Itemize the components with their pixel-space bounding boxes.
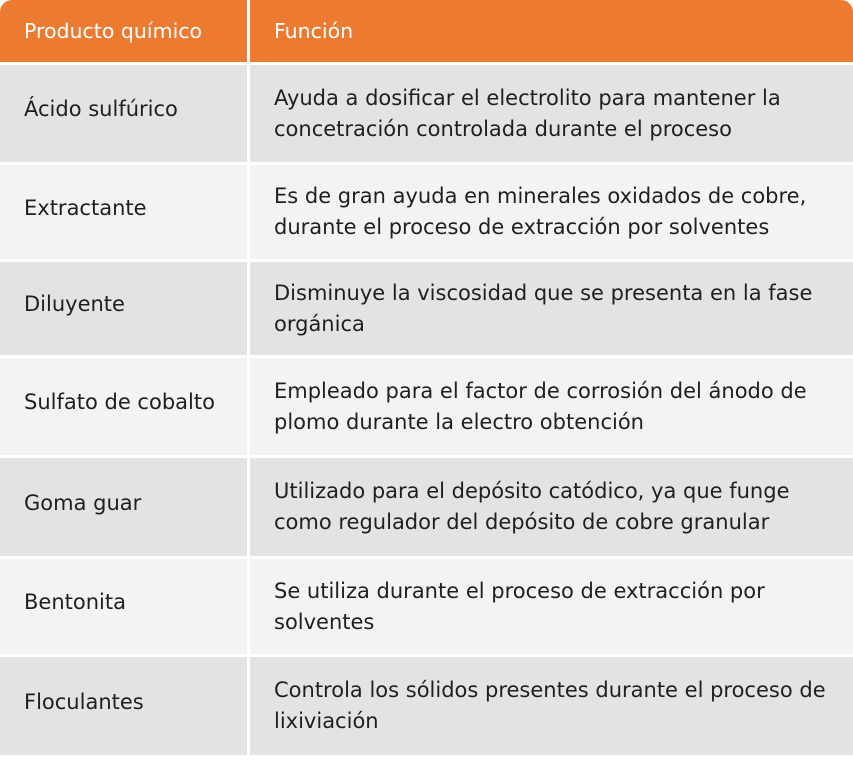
producto-cell [0, 65, 247, 162]
header-producto-quimico: Producto químico [0, 0, 247, 62]
producto-cell [0, 358, 247, 455]
producto-label: Extractante [24, 195, 147, 220]
table-row [0, 358, 853, 455]
funcion-cell: Ayuda a dosificar el electrolito para mantener la concetración controlada durante el proceso [250, 65, 853, 162]
header-funcion: Función [250, 0, 853, 62]
table-row [0, 559, 853, 654]
producto-cell [0, 165, 247, 259]
producto-cell [0, 559, 247, 654]
table-row [0, 165, 853, 259]
funcion-cell: Es de gran ayuda en minerales oxidados de cobre, durante el proceso de extracción por solventes [250, 165, 853, 259]
table-header [0, 0, 853, 62]
producto-label: Sulfato de cobalto [24, 390, 215, 414]
producto-cell [0, 657, 247, 755]
funcion-cell: Disminuye la viscosidad que se presenta en la fase orgánica [250, 262, 853, 355]
producto-label: Ácido sulfúrico [24, 97, 178, 121]
table-row [0, 262, 853, 355]
producto-cell [0, 262, 247, 355]
producto-label: Diluyente [24, 292, 125, 316]
table-row [0, 65, 853, 162]
producto-label: Floculantes [24, 689, 144, 714]
funcion-cell: Controla los sólidos presentes durante el proceso de lixiviación [250, 657, 853, 755]
producto-label: Goma guar [24, 490, 142, 515]
funcion-cell: Utilizado para el depósito catódico, ya que funge como regulador del depósito de cobre granular [250, 458, 853, 556]
table-row [0, 657, 853, 755]
funcion-cell: Empleado para el factor de corrosión del ánodo de plomo durante la electro obtención [250, 358, 853, 455]
table-row [0, 458, 853, 556]
producto-label: Bentonita [24, 590, 126, 614]
funcion-cell: Se utiliza durante el proceso de extracción por solventes [250, 559, 853, 654]
producto-cell [0, 458, 247, 556]
